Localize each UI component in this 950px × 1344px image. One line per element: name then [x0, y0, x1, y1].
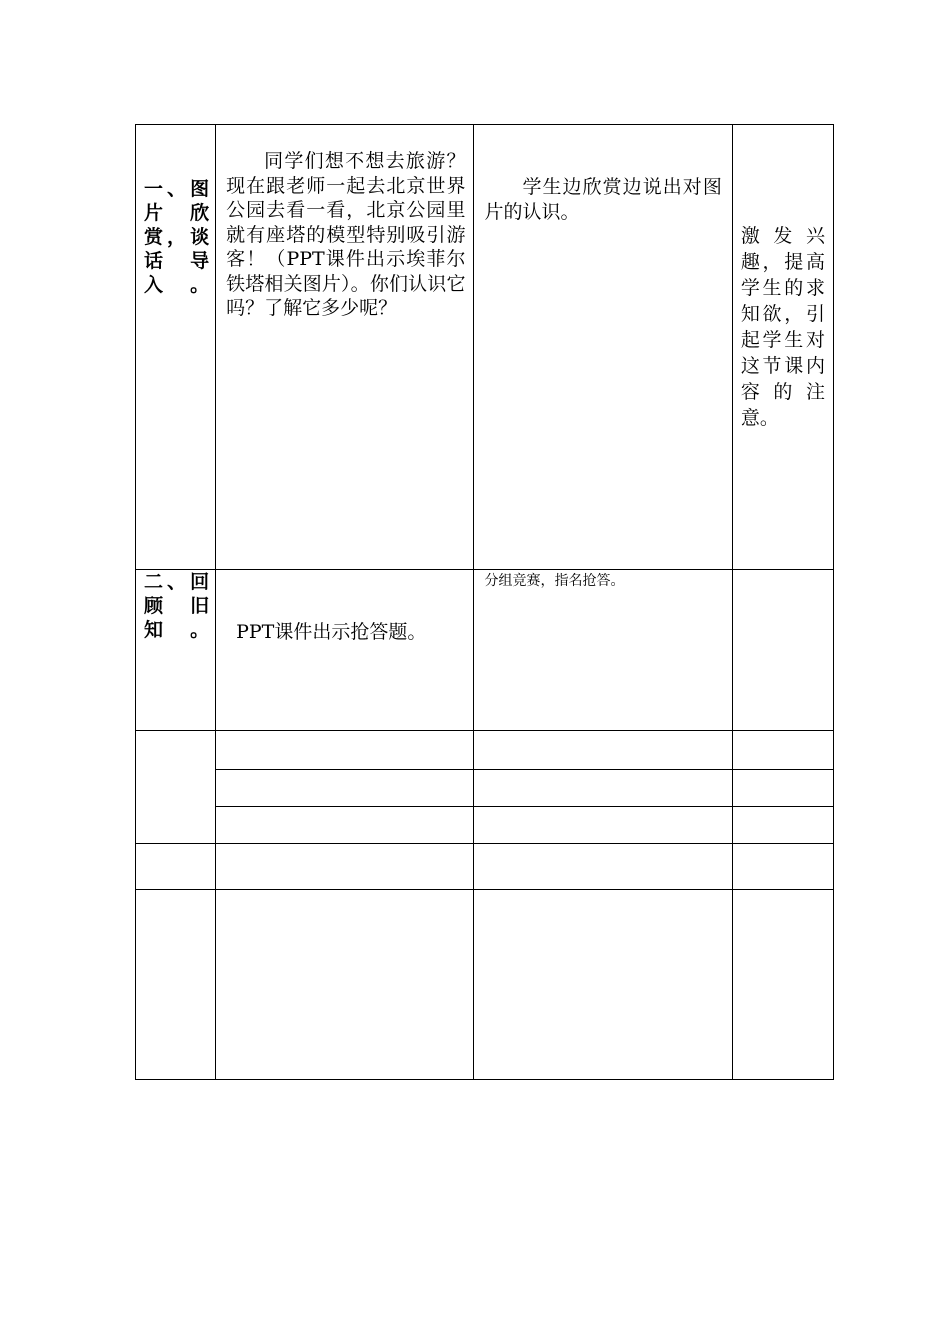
empty-cell: [216, 890, 474, 1080]
empty-cell: [474, 844, 732, 890]
empty-cell: [216, 807, 474, 844]
teacher-activity-text: 同学们想不想去旅游？现在跟老师一起去北京世界公园去看一看，北京公园里就有座塔的模型特别吸引游客！（PPT课件出示埃菲尔铁塔相关图片）。你们认识它吗？了解它多少呢？: [226, 150, 466, 319]
stage-label: 一、图片欣赏，谈话导入。: [144, 178, 210, 296]
empty-cell: [216, 844, 474, 890]
empty-cell: [474, 770, 732, 807]
empty-cell: [474, 807, 732, 844]
table-row: [136, 807, 834, 844]
stage-cell: [136, 125, 216, 570]
student-activity-cell: [474, 125, 732, 570]
empty-cell: [474, 731, 732, 770]
design-intent-cell: [732, 125, 833, 570]
lesson-plan-table: [135, 124, 834, 1080]
empty-cell: [732, 844, 833, 890]
empty-cell: [136, 844, 216, 890]
empty-cell: [216, 731, 474, 770]
student-activity-text: 分组竞赛，指名抢答。: [484, 573, 625, 589]
empty-cell: [732, 770, 833, 807]
empty-cell: [216, 770, 474, 807]
empty-cell: [732, 731, 833, 770]
table-row: [136, 844, 834, 890]
stage-label: 二、回顾旧知。: [144, 571, 210, 641]
student-activity-text: 学生边欣赏边说出对图片的认识。: [484, 176, 722, 223]
teacher-activity-text: PPT课件出示抢答题。: [236, 621, 427, 643]
table-row: [136, 125, 834, 570]
table-row: [136, 770, 834, 807]
table-row: [136, 570, 834, 731]
empty-cell: [732, 807, 833, 844]
teacher-activity-cell: [216, 125, 474, 570]
table-row: [136, 890, 834, 1080]
design-intent-text: 激发兴趣，提高学生的求知欲，引起学生对这节课内容的注意。: [740, 225, 825, 429]
student-activity-cell: [474, 570, 732, 731]
table-row: [136, 731, 834, 770]
empty-cell: [732, 890, 833, 1080]
empty-cell: [136, 731, 216, 844]
empty-cell: [474, 890, 732, 1080]
teacher-activity-cell: [216, 570, 474, 731]
empty-cell: [136, 890, 216, 1080]
stage-cell: [136, 570, 216, 731]
design-intent-cell: [732, 570, 833, 731]
design-intent-text: [733, 570, 833, 572]
